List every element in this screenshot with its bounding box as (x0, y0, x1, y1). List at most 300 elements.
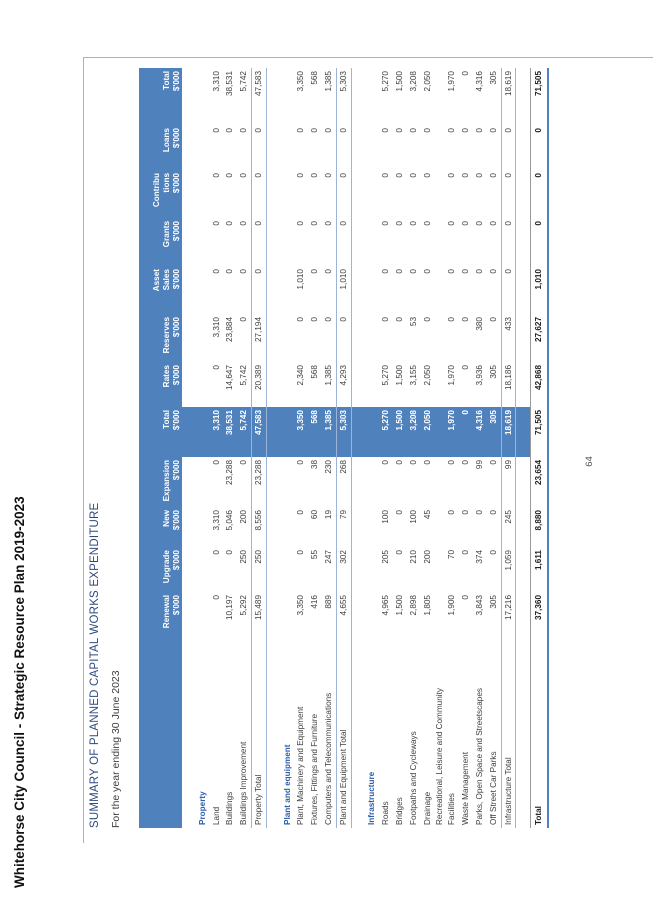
value-cell: 0 (422, 221, 432, 226)
row-label: Buildings (225, 791, 235, 825)
value-cell: 0 (408, 460, 418, 465)
value-cell (516, 457, 531, 507)
value-cell: 2,340 (296, 365, 306, 386)
value-cell (281, 507, 295, 547)
value-cell: 200 (239, 510, 249, 524)
value-cell: 1,385 (322, 407, 336, 457)
value-cell: 99 (501, 457, 516, 507)
header-total-funding: Total $'000 (139, 68, 182, 125)
value-cell: 0 (336, 314, 351, 362)
value-cell (196, 314, 210, 362)
value-cell: 5,303 (336, 68, 351, 125)
value-cell: 0 (501, 218, 516, 266)
section-heading-row (196, 68, 210, 828)
value-cell (516, 218, 531, 266)
value-cell: 0 (381, 460, 391, 465)
row-label: Plant and equipment (282, 744, 292, 825)
value-cell: 1,385 (323, 71, 333, 92)
table-row (421, 68, 435, 828)
value-cell (266, 125, 280, 170)
value-cell: 23,884 (225, 317, 235, 343)
value-cell: 0 (323, 173, 333, 178)
value-cell: 0 (394, 221, 404, 226)
value-cell: 38 (310, 460, 320, 470)
row-label: Bridges (394, 797, 404, 825)
value-cell: 0 (461, 460, 471, 465)
value-cell: 568 (310, 71, 320, 85)
value-cell (434, 125, 445, 170)
value-cell (281, 592, 295, 642)
value-cell: 568 (310, 365, 320, 379)
value-cell (281, 457, 295, 507)
value-cell: 0 (474, 269, 484, 274)
value-cell: 0 (447, 460, 457, 465)
value-cell: 0 (323, 317, 333, 322)
value-cell: 5,303 (336, 407, 351, 457)
value-cell: 0 (336, 218, 351, 266)
value-cell: 0 (296, 510, 306, 515)
header-expansion: Expansion $'000 (139, 457, 182, 507)
value-cell (434, 362, 445, 407)
row-label: Land (211, 806, 221, 825)
value-cell: 0 (239, 460, 249, 465)
header-reserves: Reserves $'000 (139, 314, 182, 362)
value-cell: 23,654 (531, 457, 549, 507)
value-cell: 0 (531, 218, 549, 266)
value-cell (196, 362, 210, 407)
value-cell: 15,489 (251, 592, 266, 642)
value-cell: 5,742 (237, 407, 251, 457)
header-total: Total $'000 (139, 407, 182, 457)
value-cell: 0 (251, 170, 266, 218)
table-row (407, 68, 421, 828)
value-cell (196, 407, 210, 457)
value-cell: 8,880 (531, 507, 549, 547)
value-cell: 210 (408, 550, 418, 564)
value-cell: 889 (323, 595, 333, 609)
value-cell: 0 (461, 510, 471, 515)
value-cell: 5,270 (379, 407, 393, 457)
value-cell: 0 (488, 221, 498, 226)
value-cell: 0 (447, 128, 457, 133)
value-cell (351, 457, 365, 507)
value-cell: 0 (461, 550, 471, 555)
value-cell (516, 314, 531, 362)
value-cell: 0 (251, 125, 266, 170)
row-label (266, 642, 280, 828)
value-cell: 3,310 (211, 317, 221, 338)
value-cell (281, 266, 295, 314)
table-row (294, 68, 308, 828)
value-cell: 0 (474, 221, 484, 226)
row-label: Facilities (447, 793, 457, 825)
value-cell: 3,843 (474, 595, 484, 616)
value-cell: 17,216 (501, 592, 516, 642)
table-row (434, 68, 445, 828)
value-cell: 18,619 (501, 68, 516, 125)
value-cell (266, 407, 280, 457)
value-cell (434, 457, 445, 507)
value-cell: 0 (211, 595, 221, 600)
value-cell: 0 (211, 269, 221, 274)
value-cell: 0 (211, 550, 221, 555)
row-label: Footpaths and Cycleways (408, 731, 418, 825)
value-cell: 0 (394, 460, 404, 465)
value-cell: 0 (296, 128, 306, 133)
value-cell (365, 407, 379, 457)
value-cell: 27,194 (251, 314, 266, 362)
value-cell: 0 (296, 173, 306, 178)
divider-vertical (83, 57, 653, 58)
value-cell: 0 (251, 266, 266, 314)
row-label: Drainage (422, 791, 432, 825)
value-cell (196, 457, 210, 507)
value-cell (434, 266, 445, 314)
value-cell: 0 (474, 510, 484, 515)
row-label: Infrastructure (367, 771, 377, 825)
value-cell: 99 (474, 460, 484, 470)
value-cell: 0 (488, 460, 498, 465)
value-cell: 433 (501, 314, 516, 362)
value-cell: 53 (408, 317, 418, 327)
value-cell (281, 547, 295, 592)
value-cell: 5,270 (381, 71, 391, 92)
value-cell (365, 362, 379, 407)
value-cell (196, 592, 210, 642)
value-cell: 0 (394, 128, 404, 133)
value-cell: 4,316 (474, 71, 484, 92)
value-cell (351, 314, 365, 362)
value-cell (266, 507, 280, 547)
value-cell (351, 170, 365, 218)
value-cell (351, 68, 365, 125)
value-cell: 0 (488, 173, 498, 178)
row-label: Parks, Open Space and Streetscapes (474, 688, 484, 825)
value-cell: 1,010 (296, 269, 306, 290)
value-cell (182, 68, 196, 125)
subtotal-row (336, 68, 351, 828)
value-cell: 0 (408, 173, 418, 178)
value-cell: 37,360 (531, 592, 549, 642)
value-cell: 0 (461, 221, 471, 226)
value-cell: 0 (225, 128, 235, 133)
value-cell: 14,647 (225, 365, 235, 391)
value-cell: 0 (381, 128, 391, 133)
value-cell: 305 (488, 71, 498, 85)
value-cell: 0 (461, 317, 471, 322)
value-cell: 0 (239, 221, 249, 226)
value-cell (182, 170, 196, 218)
table-row (322, 68, 336, 828)
value-cell: 0 (488, 317, 498, 322)
value-cell: 0 (381, 317, 391, 322)
row-label: Waste Management (461, 752, 471, 825)
value-cell: 0 (408, 128, 418, 133)
value-cell (182, 362, 196, 407)
value-cell: 1,970 (447, 71, 457, 92)
value-cell: 200 (422, 550, 432, 564)
value-cell: 2,050 (422, 71, 432, 92)
value-cell: 0 (310, 317, 320, 322)
value-cell (351, 547, 365, 592)
value-cell: 268 (336, 457, 351, 507)
value-cell: 0 (225, 173, 235, 178)
value-cell: 247 (323, 550, 333, 564)
value-cell (196, 218, 210, 266)
value-cell: 0 (461, 269, 471, 274)
value-cell: 0 (422, 173, 432, 178)
value-cell: 3,208 (407, 407, 421, 457)
value-cell (351, 266, 365, 314)
row-label (182, 642, 196, 828)
header-loans: Loans $'000 (139, 125, 182, 170)
value-cell: 10,197 (225, 595, 235, 621)
section-title: SUMMARY OF PLANNED CAPITAL WORKS EXPENDITURE (89, 502, 101, 828)
value-cell: 0 (336, 125, 351, 170)
table-row (393, 68, 407, 828)
value-cell (196, 125, 210, 170)
value-cell (281, 314, 295, 362)
value-cell (281, 68, 295, 125)
value-cell: 100 (408, 510, 418, 524)
header-contributions: Contribu tions $'000 (139, 170, 182, 218)
value-cell (182, 407, 196, 457)
value-cell (516, 507, 531, 547)
value-cell (365, 170, 379, 218)
value-cell: 27,627 (531, 314, 549, 362)
value-cell: 0 (239, 317, 249, 322)
value-cell: 0 (394, 173, 404, 178)
value-cell (434, 68, 445, 125)
table-header-row (139, 68, 182, 828)
value-cell: 0 (447, 510, 457, 515)
value-cell: 245 (501, 507, 516, 547)
value-cell: 0 (447, 269, 457, 274)
value-cell: 1,385 (323, 365, 333, 386)
value-cell: 1,805 (422, 595, 432, 616)
value-cell: 3,310 (210, 407, 224, 457)
table-row (210, 68, 224, 828)
value-cell: 302 (336, 547, 351, 592)
value-cell: 0 (296, 460, 306, 465)
value-cell: 0 (211, 128, 221, 133)
value-cell: 0 (422, 460, 432, 465)
value-cell: 0 (381, 221, 391, 226)
value-cell (182, 266, 196, 314)
value-cell: 0 (296, 221, 306, 226)
value-cell: 5,046 (225, 510, 235, 531)
value-cell: 0 (488, 128, 498, 133)
value-cell: 0 (422, 128, 432, 133)
value-cell (266, 68, 280, 125)
value-cell: 0 (488, 550, 498, 555)
value-cell: 0 (447, 173, 457, 178)
table-row (459, 68, 473, 828)
value-cell: 1,500 (394, 365, 404, 386)
value-cell: 2,050 (421, 407, 435, 457)
value-cell: 0 (211, 460, 221, 465)
value-cell: 4,293 (336, 362, 351, 407)
row-label: Plant, Machinery and Equipment (296, 706, 306, 825)
value-cell: 305 (487, 407, 501, 457)
value-cell: 18,186 (501, 362, 516, 407)
value-cell (434, 547, 445, 592)
row-label: Total (531, 642, 549, 828)
value-cell: 1,010 (336, 266, 351, 314)
subtotal-row (501, 68, 516, 828)
value-cell: 0 (501, 170, 516, 218)
value-cell: 0 (501, 266, 516, 314)
value-cell: 230 (323, 460, 333, 474)
value-cell: 0 (531, 170, 549, 218)
value-cell (351, 407, 365, 457)
value-cell: 0 (408, 269, 418, 274)
value-cell: 0 (461, 365, 471, 370)
value-cell (182, 457, 196, 507)
value-cell: 8,556 (251, 507, 266, 547)
value-cell: 0 (225, 269, 235, 274)
value-cell: 55 (310, 550, 320, 560)
value-cell (266, 314, 280, 362)
value-cell: 0 (381, 269, 391, 274)
value-cell: 20,389 (251, 362, 266, 407)
row-label: Off Street Car Parks (488, 751, 498, 825)
value-cell (196, 68, 210, 125)
value-cell (266, 547, 280, 592)
value-cell (182, 547, 196, 592)
value-cell: 0 (447, 317, 457, 322)
value-cell: 3,208 (408, 71, 418, 92)
value-cell: 5,292 (239, 595, 249, 616)
value-cell: 0 (531, 125, 549, 170)
value-cell: 0 (422, 269, 432, 274)
header-grants: Grants $'000 (139, 218, 182, 266)
value-cell (365, 314, 379, 362)
table-row (308, 68, 322, 828)
value-cell: 0 (323, 128, 333, 133)
value-cell (516, 170, 531, 218)
value-cell (182, 507, 196, 547)
value-cell (516, 362, 531, 407)
value-cell: 1,010 (531, 266, 549, 314)
value-cell: 3,936 (474, 365, 484, 386)
value-cell: 1,500 (393, 407, 407, 457)
value-cell (365, 457, 379, 507)
value-cell: 0 (323, 269, 333, 274)
value-cell (365, 218, 379, 266)
row-label (351, 642, 365, 828)
value-cell: 0 (461, 128, 471, 133)
row-label: Buildings Improvement (239, 741, 249, 825)
value-cell (365, 266, 379, 314)
value-cell: 3,155 (408, 365, 418, 386)
section-heading-row (281, 68, 295, 828)
value-cell: 0 (211, 173, 221, 178)
value-cell (281, 170, 295, 218)
value-cell: 0 (310, 221, 320, 226)
header-label-cell (139, 642, 182, 828)
value-cell: 71,505 (531, 407, 549, 457)
value-cell: 0 (225, 221, 235, 226)
value-cell (365, 68, 379, 125)
table-row (379, 68, 393, 828)
value-cell (516, 592, 531, 642)
value-cell: 416 (310, 595, 320, 609)
value-cell: 0 (225, 550, 235, 555)
value-cell (516, 547, 531, 592)
subtotal-row (251, 68, 266, 828)
value-cell: 0 (310, 173, 320, 178)
value-cell: 0 (323, 221, 333, 226)
value-cell (196, 266, 210, 314)
value-cell (434, 592, 445, 642)
row-label: Fixtures, Fittings and Furniture (310, 713, 320, 825)
value-cell: 0 (394, 550, 404, 555)
value-cell (196, 547, 210, 592)
value-cell: 4,316 (473, 407, 487, 457)
header-renewal: Renewal $'000 (139, 592, 182, 642)
value-cell (434, 170, 445, 218)
value-cell (196, 170, 210, 218)
value-cell (365, 125, 379, 170)
value-cell: 0 (459, 407, 473, 457)
value-cell (516, 125, 531, 170)
value-cell: 0 (501, 125, 516, 170)
value-cell (434, 218, 445, 266)
value-cell: 38,531 (225, 71, 235, 97)
value-cell (365, 547, 379, 592)
value-cell (281, 125, 295, 170)
value-cell: 47,583 (251, 407, 266, 457)
value-cell: 0 (211, 221, 221, 226)
divider-horizontal (83, 58, 84, 843)
value-cell: 3,310 (211, 510, 221, 531)
header-asset-sales: Asset Sales $'000 (139, 266, 182, 314)
value-cell (281, 218, 295, 266)
value-cell: 205 (381, 550, 391, 564)
value-cell: 0 (239, 173, 249, 178)
document-title: Whitehorse City Council - Strategic Resource Plan 2019-2023 (12, 496, 27, 888)
value-cell (196, 507, 210, 547)
value-cell: 19 (323, 510, 333, 520)
row-label: Roads (381, 801, 391, 825)
value-cell: 0 (310, 128, 320, 133)
section-heading-row (365, 68, 379, 828)
value-cell (281, 407, 295, 457)
value-cell: 0 (336, 170, 351, 218)
table-row (223, 68, 237, 828)
value-cell (516, 266, 531, 314)
value-cell (266, 457, 280, 507)
value-cell: 0 (310, 269, 320, 274)
value-cell: 0 (251, 218, 266, 266)
value-cell (351, 218, 365, 266)
header-new: New $'000 (139, 507, 182, 547)
value-cell: 4,655 (336, 592, 351, 642)
row-label (516, 642, 531, 828)
value-cell: 0 (422, 317, 432, 322)
value-cell: 0 (394, 269, 404, 274)
row-label: Computers and Telecommunications (323, 692, 333, 825)
value-cell: 45 (422, 510, 432, 520)
value-cell: 4,965 (381, 595, 391, 616)
value-cell: 0 (461, 595, 471, 600)
value-cell: 0 (461, 71, 471, 76)
value-cell: 23,288 (251, 457, 266, 507)
page-number: 64 (584, 456, 595, 467)
value-cell: 1,970 (447, 365, 457, 386)
header-rates: Rates $'000 (139, 362, 182, 407)
